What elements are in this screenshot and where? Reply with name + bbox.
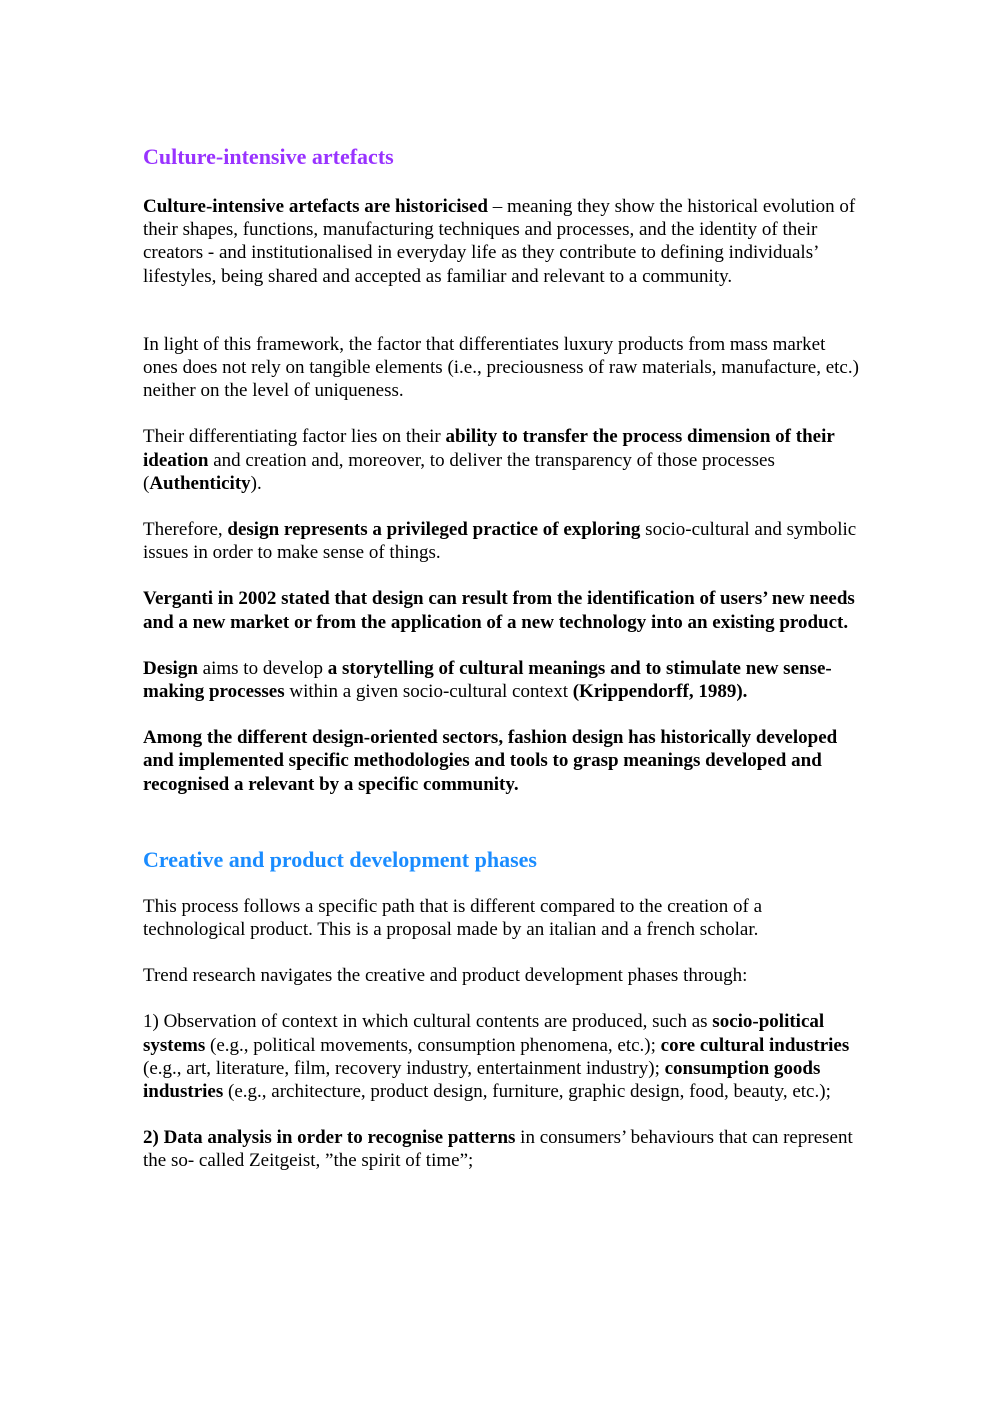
paragraph-historicised bbox=[143, 195, 863, 288]
paragraph-framework bbox=[143, 333, 863, 403]
body-text: socio-cultural and symbolic issues in order to make sense of things. bbox=[143, 519, 857, 564]
paragraph-differentiating-factor bbox=[143, 425, 863, 495]
paragraph-process-path bbox=[143, 895, 863, 941]
bold-text: Authenticity bbox=[149, 472, 251, 494]
body-text: Therefore, bbox=[143, 519, 228, 541]
bold-text: (Krippendorff, 1989). bbox=[572, 681, 748, 703]
section-heading-creative-product-development: Creative and product development phases bbox=[143, 846, 537, 872]
paragraph-trend-research bbox=[143, 964, 863, 987]
paragraph-verganti bbox=[143, 587, 863, 633]
body-text: within a given socio-cultural context bbox=[284, 681, 573, 703]
body-text: (e.g., political movements, consumption phenomena, etc.); bbox=[205, 1034, 661, 1056]
bold-text: Design bbox=[143, 657, 198, 679]
bold-text: a storytelling of cultural meanings and to stimulate new sense-making processes bbox=[143, 657, 832, 703]
bold-text: design represents a privileged practice of exploring bbox=[227, 519, 641, 541]
bold-text: 2) Data analysis in order to recognise patterns bbox=[143, 1127, 516, 1149]
body-text: and creation and, moreover, to deliver the transparency of those processes ( bbox=[143, 449, 775, 494]
body-text: – meaning they show the historical evolution of their shapes, functions, manufacturing techniques and processes, and the identity of their creators - and institutionalised in everyday life as they contribute to defining individuals’ lifestyles, being shared and accepted as familiar and relevant to a community. bbox=[143, 196, 856, 287]
body-text: ). bbox=[250, 472, 262, 494]
body-text: (e.g., art, literature, film, recovery industry, entertainment industry); bbox=[143, 1057, 665, 1079]
body-text: Trend research navigates the creative and product development phases through: bbox=[143, 965, 748, 987]
body-text: aims to develop bbox=[197, 657, 328, 679]
body-text: (e.g., architecture, product design, furniture, graphic design, food, beauty, etc.); bbox=[223, 1081, 831, 1103]
bold-text: Among the different design-oriented sectors, fashion design has historically developed and implemented specific methodologies and tools to grasp meanings developed and recognised a relevant by a specific community. bbox=[143, 727, 838, 795]
bold-text: ability to transfer the process dimension of their ideation bbox=[143, 426, 835, 471]
document-page bbox=[143, 143, 863, 1173]
bold-text: Verganti in 2002 stated that design can result from the identification of users’ new needs and a new market or from the application of a new technology into an existing product. bbox=[143, 588, 855, 633]
bold-text: consumption goods industries bbox=[143, 1057, 821, 1103]
bold-text: socio-political systems bbox=[143, 1011, 825, 1056]
body-text: 1) Observation of context in which cultural contents are produced, such as bbox=[143, 1011, 713, 1033]
paragraph-fashion-design bbox=[143, 726, 863, 796]
body-text: Their differentiating factor lies on their bbox=[143, 426, 446, 448]
bold-text: core cultural industries bbox=[660, 1034, 850, 1056]
body-text: in consumers’ behaviours that can represent the so- called Zeitgeist, ”the spirit of time”; bbox=[143, 1127, 853, 1172]
list-item-data-analysis bbox=[143, 1126, 863, 1172]
body-text: This process follows a specific path that is different compared to the creation of a technological product. This is a proposal made by an italian and a french scholar. bbox=[143, 895, 763, 941]
paragraph-design-practice bbox=[143, 518, 863, 564]
paragraph-storytelling bbox=[143, 657, 863, 703]
body-text: In light of this framework, the factor that differentiates luxury products from mass market ones does not rely on tangible elements (i.e., preciousness of raw materials, manufacture, etc.) neither on the level of uniqueness. bbox=[143, 333, 859, 402]
bold-text: Culture-intensive artefacts are historicised bbox=[143, 196, 488, 217]
list-item-observation bbox=[143, 1010, 863, 1103]
section-heading-culture-intensive-artefacts: Culture-intensive artefacts bbox=[143, 144, 394, 169]
